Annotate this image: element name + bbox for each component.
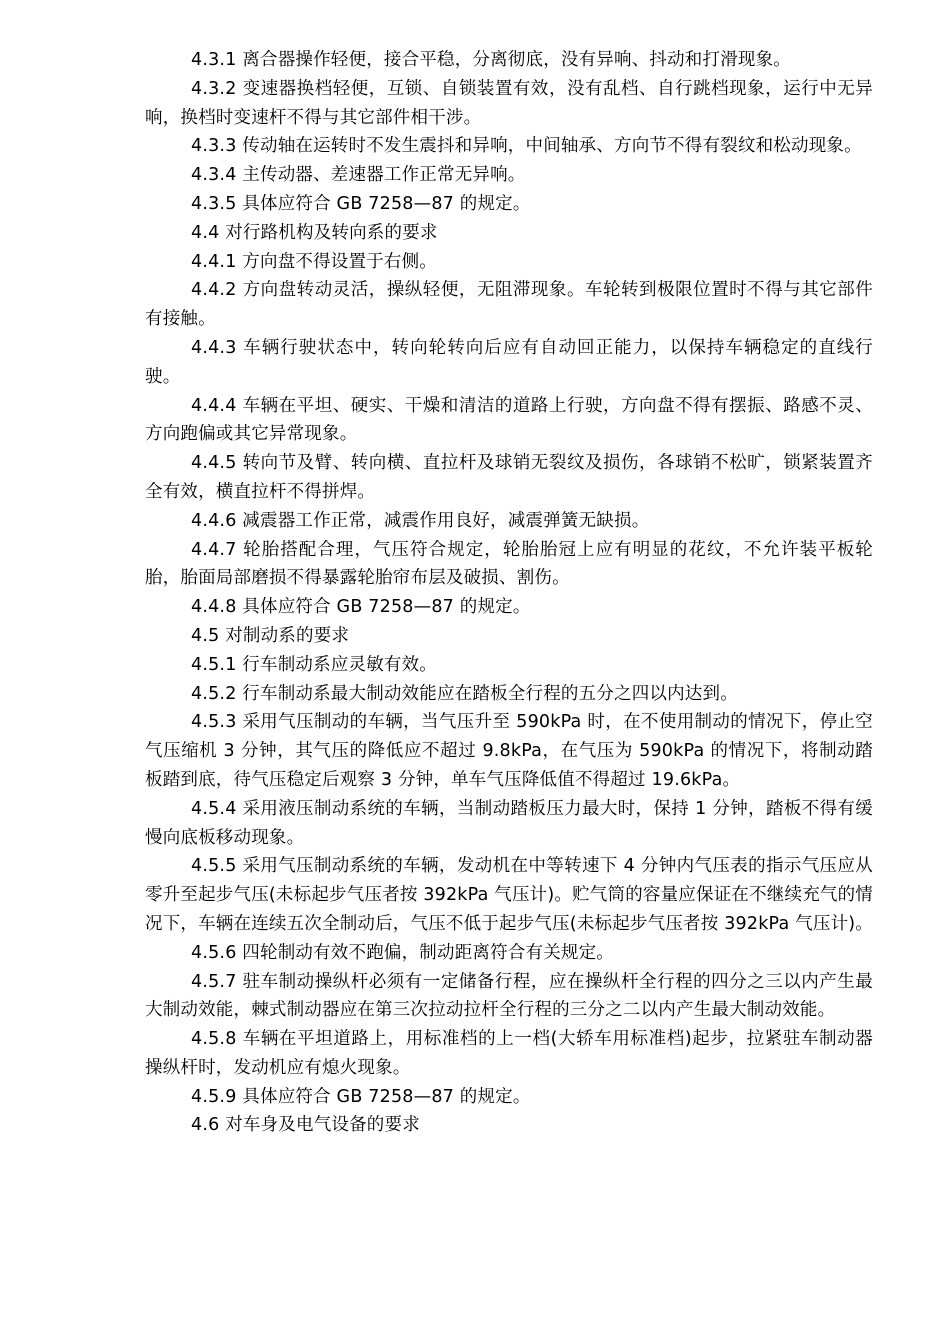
section-heading-4-5: 4.5 对制动系的要求 (191, 625, 350, 646)
clause-4-5-6: 4.5.6 四轮制动有效不跑偏，制动距离符合有关规定。 (191, 942, 614, 963)
clause-4-4-7: 4.4.7 轮胎搭配合理，气压符合规定，轮胎胎冠上应有明显的花纹，不允许装平板轮胎，胎面局部磨损不得暴露轮胎帘布层及破损、割伤。 (145, 539, 873, 589)
clause-4-5-2: 4.5.2 行车制动系最大制动效能应在踏板全行程的五分之四以内达到。 (191, 683, 738, 704)
clause-4-4-5: 4.4.5 转向节及臂、转向横、直拉杆及球销无裂纹及损伤，各球销不松旷，锁紧装置齐全有效，横直拉杆不得拼焊。 (145, 453, 873, 502)
clause-4-5-7: 4.5.7 驻车制动操纵杆必须有一定储备行程，应在操纵杆全行程的四分之三以内产生最大制动效能，棘式制动器应在第三次拉动拉杆全行程的三分之二以内产生最大制动效能。 (145, 971, 873, 1021)
clause-4-4-2: 4.4.2 方向盘转动灵活，操纵轻便，无阻滞现象。车轮转到极限位置时不得与其它部件有接触。 (145, 280, 873, 330)
clause-4-3-5: 4.3.5 具体应符合 GB 7258—87 的规定。 (191, 193, 531, 214)
section-heading-4-4: 4.4 对行路机构及转向系的要求 (191, 222, 438, 243)
clause-4-5-1: 4.5.1 行车制动系应灵敏有效。 (191, 654, 437, 675)
clause-4-3-2: 4.3.2 变速器换档轻便，互锁、自锁装置有效，没有乱档、自行跳档现象，运行中无异响，换档时变速杆不得与其它部件相干涉。 (145, 78, 873, 128)
clause-4-5-8: 4.5.8 车辆在平坦道路上，用标准档的上一档(大轿车用标准档)起步，拉紧驻车制动器操纵杆时，发动机应有熄火现象。 (145, 1029, 873, 1078)
clause-4-5-4: 4.5.4 采用液压制动系统的车辆，当制动踏板压力最大时，保持 1 分钟，踏板不得有缓慢向底板移动现象。 (145, 798, 873, 848)
clause-4-5-5: 4.5.5 采用气压制动系统的车辆，发动机在中等转速下 4 分钟内气压表的指示气压应从零升至起步气压(未标起步气压者按 392kPa 气压计)。贮气筒的容量应保证在不继续充气的情况下，车辆在连续五次全制动后，气压不低于起步气压(未标起步气压者按 392kPa 气压计)。 (145, 856, 874, 934)
clause-4-4-1: 4.4.1 方向盘不得设置于右侧。 (191, 251, 437, 272)
clause-4-3-1: 4.3.1 离合器操作轻便，接合平稳，分离彻底，没有异响、抖动和打滑现象。 (191, 50, 791, 70)
clause-4-4-3: 4.4.3 车辆行驶状态中，转向轮转向后应有自动回正能力，以保持车辆稳定的直线行驶。 (145, 337, 873, 387)
document-body (145, 46, 873, 1140)
clause-4-5-9: 4.5.9 具体应符合 GB 7258—87 的规定。 (191, 1086, 531, 1107)
clause-4-5-3: 4.5.3 采用气压制动的车辆，当气压升至 590kPa 时，在不使用制动的情况下，停止空气压缩机 3 分钟，其气压的降低应不超过 9.8kPa，在气压为 590kPa 的情况下，将制动踏板踏到底，待气压稳定后观察 3 分钟，单车气压降低值不得超过 19.6kPa。 (145, 712, 873, 790)
clause-4-3-4: 4.3.4 主传动器、差速器工作正常无异响。 (191, 165, 526, 186)
clause-4-4-4: 4.4.4 车辆在平坦、硬实、干燥和清洁的道路上行驶，方向盘不得有摆振、路感不灵、方向跑偏或其它异常现象。 (145, 395, 873, 445)
clause-4-4-8: 4.4.8 具体应符合 GB 7258—87 的规定。 (191, 597, 531, 618)
clause-4-3-3: 4.3.3 传动轴在运转时不发生震抖和异响，中间轴承、方向节不得有裂纹和松动现象。 (191, 136, 862, 157)
section-heading-4-6: 4.6 对车身及电气设备的要求 (191, 1115, 420, 1136)
clause-4-4-6: 4.4.6 减震器工作正常，减震作用良好，减震弹簧无缺损。 (191, 510, 650, 531)
